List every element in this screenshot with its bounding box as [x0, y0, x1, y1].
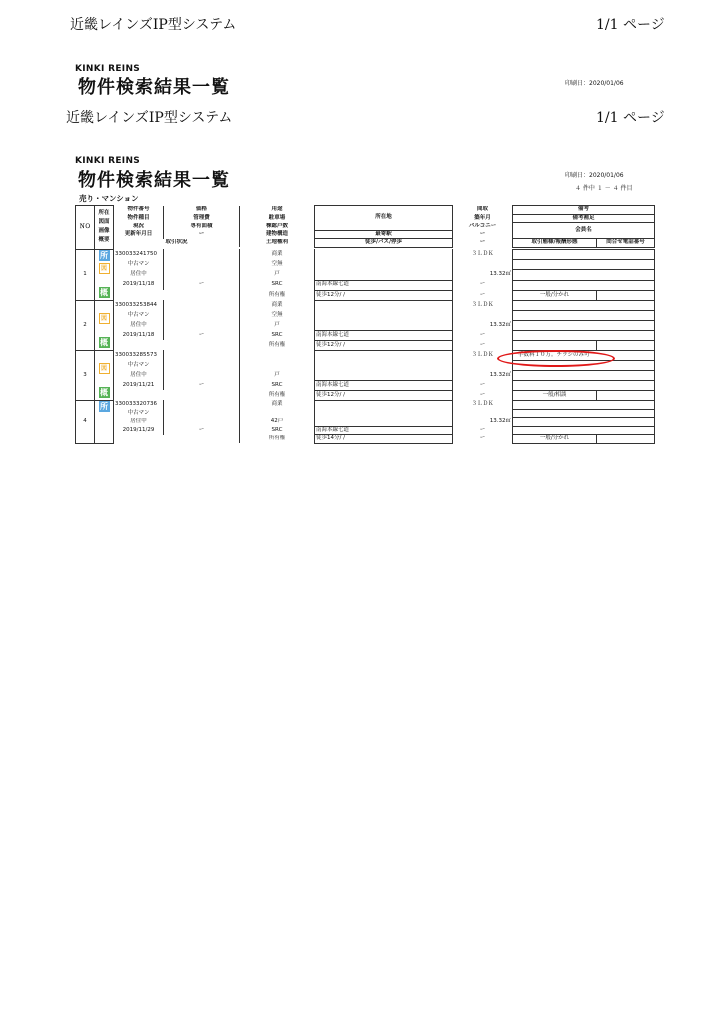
summary-icon[interactable]: 概 [100, 337, 108, 347]
header-structure: 建物構造 [240, 230, 315, 239]
header-land: 土地権利 [240, 239, 315, 248]
header-balcony: バルコニー [453, 223, 513, 231]
header-type: 物件種目 [114, 214, 164, 223]
use-value [240, 350, 315, 360]
station-value: 南海本線七道 [315, 380, 453, 390]
floorplan-icon[interactable]: 図 [99, 363, 110, 374]
property-status: 居住中 [114, 418, 164, 427]
table-row[interactable] [76, 400, 655, 409]
summary-icon[interactable]: 概 [100, 287, 108, 297]
header-icon-label: 図面 [98, 219, 110, 226]
header-dash2: ー [453, 230, 513, 239]
layout-value: ３ＬＤＫ [453, 249, 513, 259]
row-no: 1 [76, 249, 95, 300]
row-no: 3 [76, 350, 95, 400]
area-value: 13.32㎡ [453, 270, 513, 280]
use-value: 商業 [240, 400, 315, 409]
parking-value [240, 360, 315, 370]
land-value: 所有権 [240, 290, 315, 300]
row-icons [95, 249, 114, 300]
header-parking: 駐車場 [240, 214, 315, 223]
parking-value: 空無 [240, 260, 315, 270]
results-table [75, 205, 655, 444]
header-status: 現況 [114, 223, 164, 231]
dash-value: ー [453, 280, 513, 290]
units-value: 42戸 [240, 418, 315, 427]
header-area: 専有面積 [164, 223, 240, 231]
property-status: 居住中 [114, 320, 164, 330]
parking-value [240, 409, 315, 418]
result-count: ４ 件中 １ － ４ 件目 [575, 185, 633, 192]
station-value: 南海本線七道 [315, 426, 453, 435]
station-value: 南海本線七道 [315, 280, 453, 290]
header-access: 徒歩/バス/停歩 [315, 239, 453, 248]
page-label-1: 1/1 ページ [596, 17, 665, 33]
structure-value: SRC [240, 280, 315, 290]
red-annotation-ellipse [497, 350, 615, 367]
structure-value: SRC [240, 330, 315, 340]
brand-2: KINKI REINS [75, 156, 141, 166]
use-value: 商業 [240, 249, 315, 259]
system-name-2: 近畿レインズIP型システム [66, 110, 233, 126]
update-date: 2019/11/18 [114, 280, 164, 290]
structure-value: SRC [240, 426, 315, 435]
units-value: 戸 [240, 270, 315, 280]
header-updated: 更新年月日 [114, 230, 164, 239]
header-location: 所在地 [315, 206, 453, 231]
property-type: 中古マン [114, 360, 164, 370]
header-trade-status: 取引状況 [114, 239, 240, 248]
dash-value: ー [453, 290, 513, 300]
title-1: 物件検索結果一覧 [78, 77, 230, 98]
dash-value: ー [453, 330, 513, 340]
dash-value: ー [453, 390, 513, 400]
floorplan-icon[interactable]: 図 [99, 263, 110, 274]
parking-value: 空無 [240, 310, 315, 320]
structure-value: SRC [240, 380, 315, 390]
land-value: 所有権 [240, 435, 315, 444]
row-icons [95, 350, 114, 400]
category-label: 売り・マンション [79, 194, 139, 203]
property-type: 中古マン [114, 310, 164, 320]
floorplan-icon[interactable]: 図 [99, 313, 110, 324]
print-date-2: 印刷日：2020/01/06 [565, 172, 624, 179]
print-date-1: 印刷日：2020/01/06 [565, 80, 624, 87]
header-units: 棟総戸数 [240, 223, 315, 231]
update-date: 2019/11/18 [114, 330, 164, 340]
header-built: 築年月 [453, 214, 513, 223]
remark-value: 手数料１０万。チラシのみ可 [513, 350, 655, 360]
row-icons [95, 300, 114, 350]
header-number: 物件番号 [114, 206, 164, 215]
summary-icon[interactable]: 概 [100, 387, 108, 397]
price-dash: ー [164, 330, 240, 340]
units-value: 戸 [240, 320, 315, 330]
header-icon-label: 画像 [98, 228, 110, 235]
trade-value [513, 340, 597, 350]
header-remarks: 備考 [513, 206, 655, 215]
location-icon[interactable]: 所 [100, 250, 108, 260]
access-value: 徒歩14分/ / [315, 435, 453, 444]
header-price: 価格 [164, 206, 240, 215]
dash-value: ー [453, 380, 513, 390]
property-number[interactable]: 330033241750 [114, 249, 164, 259]
header-member: 会員名 [513, 223, 655, 239]
property-type: 中古マン [114, 260, 164, 270]
area-value: 13.32㎡ [453, 320, 513, 330]
header-station: 最寄駅 [315, 230, 453, 239]
header-no: ＮＯ [76, 206, 95, 250]
property-status: 居住中 [114, 270, 164, 280]
access-value: 徒歩12分/ / [315, 390, 453, 400]
property-number[interactable]: 330033320736 [114, 400, 164, 409]
update-date: 2019/11/29 [114, 426, 164, 435]
access-value: 徒歩12分/ / [315, 290, 453, 300]
price-dash: ー [164, 380, 240, 390]
row-icons [95, 400, 114, 443]
access-value: 徒歩12分/ / [315, 340, 453, 350]
property-number[interactable]: 330033253844 [114, 300, 164, 310]
header-icon-label: 概要 [98, 237, 110, 244]
units-value: 戸 [240, 370, 315, 380]
layout-value: ３ＬＤＫ [453, 400, 513, 409]
trade-value: 一般/分かれ [513, 290, 597, 300]
system-name-1: 近畿レインズIP型システム [70, 17, 237, 33]
header-use: 用途 [240, 206, 315, 215]
update-date: 2019/11/21 [114, 380, 164, 390]
brand-1: KINKI REINS [75, 64, 141, 74]
area-value: 13.32㎡ [453, 370, 513, 380]
layout-value: ３ＬＤＫ [453, 300, 513, 310]
property-number[interactable]: 330033285573 [114, 350, 164, 360]
layout-value: ３ＬＤＫ [453, 350, 513, 360]
table-row[interactable] [76, 300, 655, 310]
header-icon-label: 所在 [98, 210, 110, 217]
header-contact: 問合せ電話番号 [597, 239, 655, 248]
header-remarks2: 備考補足 [513, 214, 655, 223]
header-fee: 管理費 [164, 214, 240, 223]
row-no: 2 [76, 300, 95, 350]
land-value: 所有権 [240, 340, 315, 350]
dash-value: ー [453, 340, 513, 350]
header-dash: ー [164, 230, 240, 239]
area-value: 13.32㎡ [453, 418, 513, 427]
trade-value: 一般/分かれ [513, 435, 597, 444]
header-dash3: ー [453, 239, 513, 248]
header-trade: 取引態様/報酬形態 [513, 239, 597, 248]
row-no: 4 [76, 400, 95, 443]
dash-value: ー [453, 426, 513, 435]
price-dash: ー [164, 280, 240, 290]
land-value: 所有権 [240, 390, 315, 400]
price-dash: ー [164, 426, 240, 435]
header-row [76, 206, 655, 215]
header-icons [95, 206, 114, 250]
dash-value: ー [453, 435, 513, 444]
header-layout: 間取 [453, 206, 513, 215]
use-value: 商業 [240, 300, 315, 310]
table-row[interactable] [76, 249, 655, 259]
property-type: 中古マン [114, 409, 164, 418]
title-2: 物件検索結果一覧 [78, 170, 230, 191]
property-status: 居住中 [114, 370, 164, 380]
trade-value: 一般/相談 [513, 390, 597, 400]
page-label-2: 1/1 ページ [596, 110, 665, 126]
location-icon[interactable]: 所 [100, 401, 108, 411]
station-value: 南海本線七道 [315, 330, 453, 340]
